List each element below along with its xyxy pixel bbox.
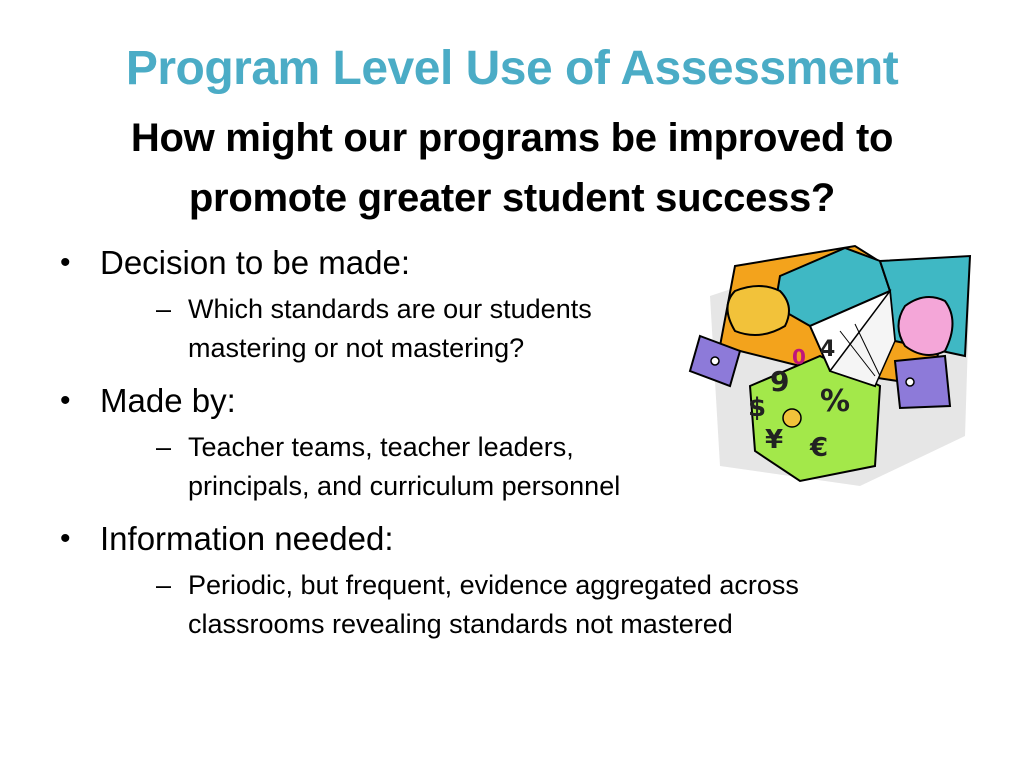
sub-bullet-list	[100, 566, 938, 650]
sub-bullet-item	[100, 566, 938, 644]
clipart-symbol: %	[820, 384, 851, 419]
bullet-label: Made by:	[100, 382, 236, 419]
clipart-symbol: 0	[792, 345, 806, 369]
sub-bullet-line: Which standards are our students	[188, 294, 592, 324]
sub-bullet-line: principals, and curriculum personnel	[188, 471, 621, 501]
bullet-dot-icon: •	[60, 246, 71, 279]
dash-icon: –	[156, 294, 172, 324]
clipart-symbol: 9	[770, 365, 790, 398]
bullet-label: Decision to be made:	[100, 244, 411, 281]
right-sleeve	[895, 356, 950, 408]
sub-bullet-line: Periodic, but frequent, evidence aggregated across	[188, 570, 799, 600]
bullet-label: Information needed:	[100, 520, 394, 557]
bullet-dot-icon: •	[60, 384, 71, 417]
sub-bullet-line: mastering or not mastering?	[188, 333, 525, 363]
clipart-symbol: €	[810, 433, 829, 463]
bullet-dot-icon: •	[60, 522, 71, 555]
slide-subtitle: How might our programs be improved to promote greater student success?	[130, 116, 894, 220]
coin-icon	[783, 409, 801, 427]
bullet-item	[58, 512, 938, 650]
clipart-symbol: $	[748, 393, 767, 423]
sub-bullet-line: Teacher teams, teacher leaders,	[188, 432, 574, 462]
book-with-numbers-clipart-icon	[680, 236, 980, 492]
left-hand-icon	[728, 286, 790, 335]
right-hand-icon	[899, 297, 953, 355]
sub-bullet-line: classrooms revealing standards not mastered	[188, 609, 733, 639]
dash-icon: –	[156, 432, 172, 462]
dash-icon: –	[156, 570, 172, 600]
slide-title: Program Level Use of Assessment	[125, 42, 899, 95]
clipart-symbol: 4	[820, 337, 836, 362]
clipart-symbol: ¥	[765, 425, 784, 455]
